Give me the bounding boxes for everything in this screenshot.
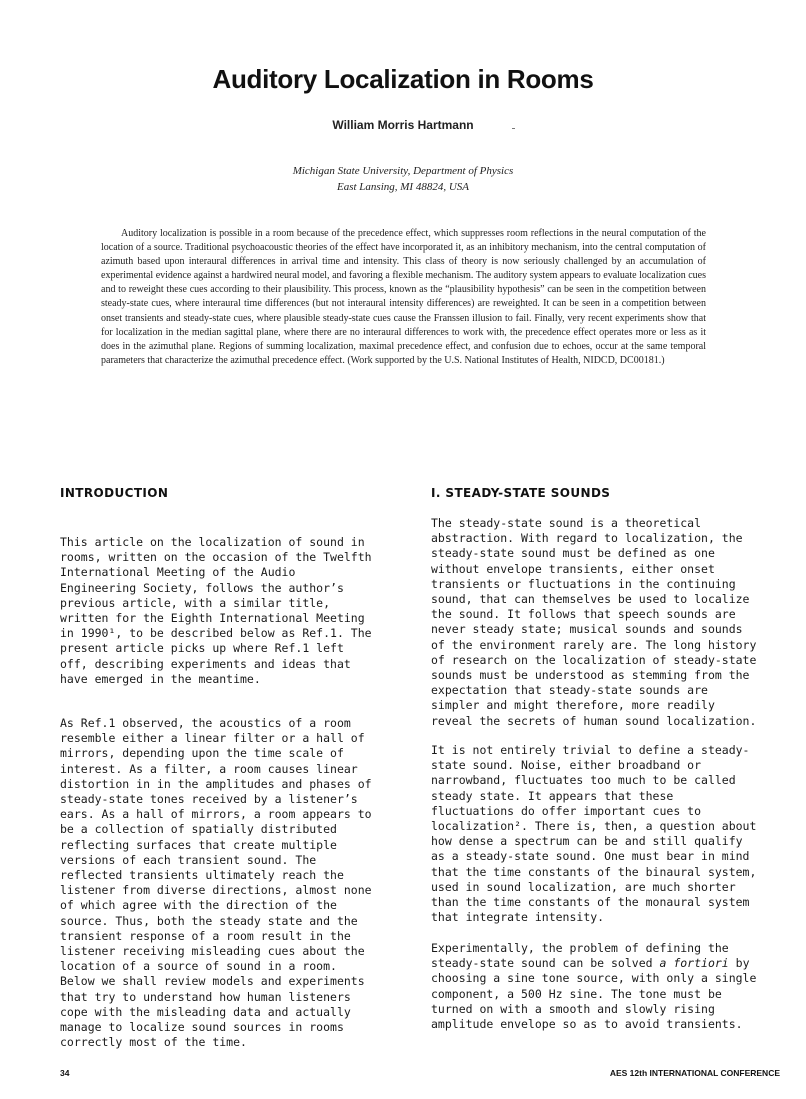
steady-state-paragraph-3 [431, 941, 761, 1032]
a-fortiori-italic: a fortiori [659, 956, 729, 971]
paper-title: Auditory Localization in Rooms [212, 64, 594, 94]
steady-state-paragraph-3-start: Experimentally, the problem of defining the steady-state sound can be solved [431, 941, 729, 971]
steady-state-paragraph-3-end: by choosing a sine tone source, with only a single component, a 500 Hz sine. The tone must be turned on with a smooth and slowly rising amplitude envelope so as to avoid transients. [431, 956, 757, 1032]
steady-state-paragraph-2: It is not entirely trivial to define a steady-state sound. Noise, either broadband or narrowband, fluctuates too much to be called steady state. It appears that these fluctuations do offer important cues to localization². There is, then, a question about how dense a spectrum can be and still qualify as a steady-state sound. One must bear in mind that the time constants of the binaural system, used in sound localization, are much shorter than the time constants of the monaural system that integrate intensity. [431, 743, 757, 925]
intro-paragraph-2: As Ref.1 observed, the acoustics of a room resemble either a linear filter or a hall of mirrors, depending upon the time scale of interest. As a filter, a room causes linear distortion in in the amplitudes and phases of steady-state tones received by a listener’s ears. As a hall of mirrors, a room appears to be a collection of spatially distributed reflecting surfaces that create multiple versions of each transient sound. The reflected transients ultimately reach the listener from diverse directions, almost none of which agree with the direction of the source. Thus, both the steady state and the transient response of a room result in the listener receiving misleading cues about the location of a source of sound in a room. Below we shall review models and experiments that try to understand how human listeners cope with the misleading data and actually manage to localize sound sources in rooms correctly most of the time. [60, 716, 372, 1050]
steady-state-paragraph-1: The steady-state sound is a theoretical abstraction. With regard to localization, the steady-state sound must be defined as one without envelope transients, either onset transients or fluctuations in the continuing sound, that can themselves be used to localize the sound. It follows that speech sounds are never steady state; musical sounds and sounds of the environment rarely are. The long history of research on the localization of steady-state sounds must be understood as stemming from the expectation that steady-state sounds are simpler and might therefore, more readily reveal the secrets of human sound localization. [431, 516, 757, 728]
affiliation [0, 163, 806, 195]
page-number: 34 [60, 1068, 70, 1078]
conference-footer: AES 12th INTERNATIONAL CONFERENCE [609, 1068, 780, 1078]
scan-speck [512, 128, 515, 129]
section-heading-steady-state: I. STEADY-STATE SOUNDS [431, 486, 611, 500]
author-name: William Morris Hartmann [332, 118, 474, 132]
abstract: Auditory localization is possible in a room because of the precedence effect, which suppresses room reflections in the neural computation of the location of a source. Traditional psychoacoustic theories of the effect have incorporated it, as an inhibitory mechanism, into the central computation of azimuth based upon interaural differences in arrival time and intensity. This class of theory is now seriously challenged by an accumulation of experimental evidence against a hardwired neural model, and favoring a flexible mechanism. The auditory system appears to evaluate localization cues and to reweight these cues according to their plausibility. This process, known as the “plausibility hypothesis” can be seen in the competition between steady-state cues, where interaural time differences (but not interaural intensity differences) are reweighted. It can be seen in a competition between onset transients and steady-state cues, where plausible steady-state cues cause the Franssen illusion to fail. Finally, very recent experiments show that for localization in the median sagittal plane, where there are no interaural differences to work with, the precedence effect operates more or less as it does in the azimuthal plane. Regions of summing localization, maximal precedence effect, and confusion due to echoes, occur at the same temporal parameters that characterize the azimuthal precedence effect. (Work supported by the U.S. National Institutes of Health, NIDCD, DC00181.) [101, 228, 706, 366]
section-heading-introduction: INTRODUCTION [60, 486, 169, 500]
intro-paragraph-1: This article on the localization of sound in rooms, written on the occasion of the Twelfth International Meeting of the Audio Engineering Society, follows the author’s previous article, with a similar title, written for the Eighth International Meeting in 1990¹, to be described below as Ref.1. The present article picks up where Ref.1 left off, describing experiments and ideas that have emerged in the meantime. [60, 535, 372, 686]
affiliation-institution: Michigan State University, Department of Physics [292, 165, 514, 177]
affiliation-location: East Lansing, MI 48824, USA [337, 181, 469, 193]
